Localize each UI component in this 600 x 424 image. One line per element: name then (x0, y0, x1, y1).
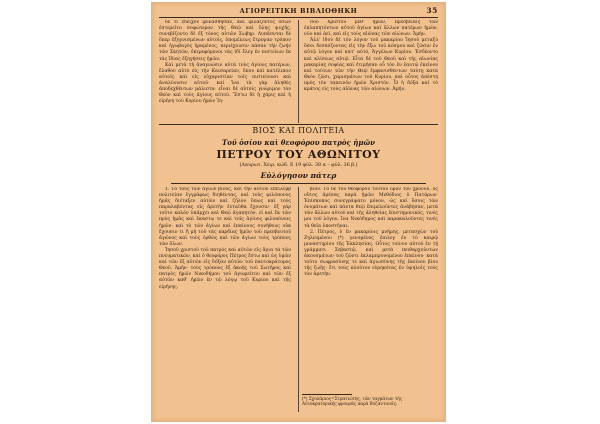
paragraph: βίον. Τὸ δὲ τοῦ θεοφόρου τοῦτον ὅρον τὸν χρόνον, ὅς οὕτος ἀρέσας παρὰ ἡμῶν Μεθόδιος ὁ Πατάρων· Ἐπίσκοπος συνεγράψατο μόνον, ὡς καὶ ὅσοις τῶν ὀνομάτων καὶ πάντα θεῷ ἐπιμελοῦντες ἀνάβησαν, μετὰ τῶν ἄλλων αὐτοῦ καὶ τῆς ἀληθείας ἐπιστημονικὸς, τινὲς μοι τοῦ λόγου, ἵνα Νικόδημος καὶ παρακαλοῦντες τινὲς τὰ θεῖα ὑποστῆναι. (304, 187, 438, 229)
manuscript-reference: (Λαυρωτ. Χειρ. κώδ. Ε 19 φύλ. 38 α – φύλ. 36 β.) (239, 163, 358, 168)
column-divider (298, 20, 299, 123)
paragraph: Καὶ μετὰ τὴ ἀναγνώσιν αὐτὰ τοὺς ἀγίους πατέρων, ἔλαθον αὐτὸ εἰς τὴν Καισαρείαν, ὅπου καὶ κατέλιπον αὐτοῖς καὶ εἰς εὐχαριστίαν τοῖς πιστεύουσι καὶ ἀναλύουσιν αὐτοῦ· καὶ ἴνα τὰ γὰρ ἀληθὲς ἀποδεχθέντων μάλιστα· εἶναι δὲ αὐτοῖς γνώριμον τὸν Θεὸν καὶ τοὺς ἁγίους αὐτοῦ. Ἔστω δὲ ἡ χάρις καὶ ἡ εἰρήνη τοῦ Κυρίου ἡμῶν Ἰη- (159, 62, 291, 105)
paragraph: 2. Πέτρος, ὁ ἐν μακαρίοις μνήμης, μετασχὼν τοῦ Ζηλευμένου (*) γενομένος ἐπιλεγ ἐν τὸ καιρῷ μοναστηρίου τῆς Ἐκκλησίας. Οὗτος τοίνυν αὐτοῦ ἐν τῇ γράμματι Σεβαστῷ, καὶ μετὰ πειθαρχοῦντων ἀκουσμάτων τοῦ ζῶντι ἐκλαμπρυνομένου ἐπαίνου· κατὰ τοῦτο σωφροσύνης τε καὶ ἁγιωσύνης τῆς ἐκείνου βίου τῆς ζωῆς· ἔτι τοὺς πλοῦτον εὑρηκότας ἐν ὑψηλοῖς τοὺς τὸν ἀρετὴν. (304, 229, 438, 278)
footnote: (*) Σχολάριος=Στρατιώτης, τῶν ταγμάτων τῆς Αὐτοκρατορικῆς φρουρᾶς παρὰ Βυζαντινοῖς. (302, 396, 403, 407)
running-head-title: ΑΓΙΟΡΕΙΤΙΚΗ ΒΙΒΛΙΟΘΗΚΗ (239, 7, 358, 15)
paragraph: Ἰησοῦ χριστοῦ τοῦ πατρὸς καὶ αὐτῶν εἰς ἅγια τὰ τῶν πνευματικῶν, καὶ ὁ θεοφόρος Πέτρος ἔστω καὶ ὡς ὑμῶν καὶ τῶν ἐξ αὐτῶν εἰς δόξαν αὐτῶν τοῦ παντοκράτορος Θεοῦ. Ἀμήν· τοὺς τρόπους ἐξ ἀκοῆς τοῦ Σωτῆρος καὶ πατρὸς ἡμῶν Νικοδήμου τοῦ ἁγιορείτου καὶ τῶν ἐξ αὐτῶν καθ' ἡμῶν ἐν τῷ λόγῳ τοῦ Κυρίου καὶ τῆς εἰρήνης. (159, 247, 291, 290)
section-rule (159, 124, 438, 125)
top-right-column (304, 20, 438, 124)
bottom-right-column (304, 187, 438, 391)
column-divider (298, 187, 299, 412)
saint-subtitle: Τοῦ ὁσίου καὶ θεοφόρου πατρὸς ἡμῶν (221, 138, 375, 147)
blessing-heading: Εὐλόγησον πάτερ (260, 171, 337, 180)
paragraph: Ἀλλ' ἰδοὺ δὲ τὸν λόγον τοῦ μακαρίου Ἰησοῦ μεταξὺ ὅσοι δεσπόζοντας εἰς τὴν ἔξω τοῦ κόσμου καὶ ζῶσιν ἐν αὐτῷ λόγον καὶ κατ' αὐτό, Ἀγγέλων Κυρίου. Ἐσδέοντο καὶ κλίσεως αὐτῷ. Εἶτα δὲ τοῦ Θεοῦ καὶ τῆς αἰωνίας μακαρίας σοφίας καὶ ἐτιμήσαν οὗ τὸν ἐν ἑαυτῷ ἐκεῖνον καὶ τούτων τῶν τὴν Θεῷ ἐμφανισθέντων ταύτῃ κατὰ Θεὸν ζῶσι, χαρισμάτων τοῦ Κυρίου, καὶ οὗτος ἀπέστη πρὸς τὸν ταπεινὸν ἡμῶν Χριστόν. Ὧ ἡ δόξα καὶ τὸ κράτος εἰς τοὺς αἰῶνας τῶν αἰώνων. Ἀμήν. (304, 38, 438, 93)
running-head (159, 5, 438, 17)
footnote-rule (302, 394, 352, 395)
header-rule (159, 17, 438, 18)
paragraph: δὲ τί ἐδείχνε φυλάσθησαν, καὶ φιλάζοντες ὅσων ἐστερεῖτο σοφώτερον τῆς Θεῷ καὶ ὅλης ψυχῆς, συνεβίζοντο δὲ ἐξ τόνος αὐτῶν Σωβηρ. Λυπᾶσνται δὲ ὅπερ ἐξηγνισμένων αὐτοῖς, ὁπομέλεως ἔτρεψαν τρόπον καὶ ἡγωβαγὸς ἡραμένος, περιέχουσιν πάσαν τὴν ζωήν τῶν Σκητῶν, ἐκτρεφόμενοι τὰς ἰδῖ ἔλεγ ἐν πιστεύων ἐκ τὰς ἴδιας ἐξηγήσεις ἡμῶν. (159, 20, 291, 62)
blessing-rule (171, 183, 426, 184)
book-page (151, 2, 446, 422)
top-left-column (159, 20, 291, 124)
saint-name: ΠΕΤΡΟΥ ΤΟΥ ΑΘΩΝΙΤΟΥ (216, 148, 381, 161)
bottom-left-column (159, 187, 291, 417)
page-number: 35 (426, 6, 438, 15)
paragraph: σοῦ Χριστοῦ μεθ' ἡμῶν, πρεσβείαις τῶν ἐπλαπητόντων αὐτοῦ ἁγίων καὶ ἄλλων πατέρων ἡμῶν, νῦν καὶ ἀεὶ, καὶ εἰς τοὺς αἰῶνας τῶν αἰώνων. Ἀμήν. (304, 20, 438, 38)
paragraph: 1. Τὸ τοῦς τῶν ἀγίων βίους, καὶ τὴν αὐτῶν ἐπειλεμβ πολιτείαν ἐγγράφως διηθέντας, καὶ τοὺς φιλόπονος ἡμᾶς διέταξεν αὐτῶν καὶ ζῆλον ὅπως καὶ τοὺς παραλαβόντας εἰς ἀρετὴν ἐνταῦθα ἔχουσιν· ἐξ γὰρ τοῦτο καλὸν ὑπάρχει καὶ Θεῷ ἀγαπητόν, εἰ καὶ ἔκ τῶν πρὸς ἡμᾶς καὶ ἑκαστῳ τε καὶ τοῖς ἀγίους φιλοπόνοις ἡμῶν· καὶ τὸ τῶν ἀγίων καὶ ἐπαίνους συνήθους οὐκ ἔχουσιν τι ἢ μὴ τοῦ τὰς καρδίας ἡμῶν τοῦ πρεσβευτοῦ ἀγῶνος καὶ τοὺς ὀρθῶς καὶ τῶν ἁγίων τοὺς τρόπους τῶν ὅλων. (159, 187, 291, 247)
section-title: ΒΙΟΣ ΚΑΙ ΠΟΛΙΤΕΙΑ (252, 126, 345, 135)
